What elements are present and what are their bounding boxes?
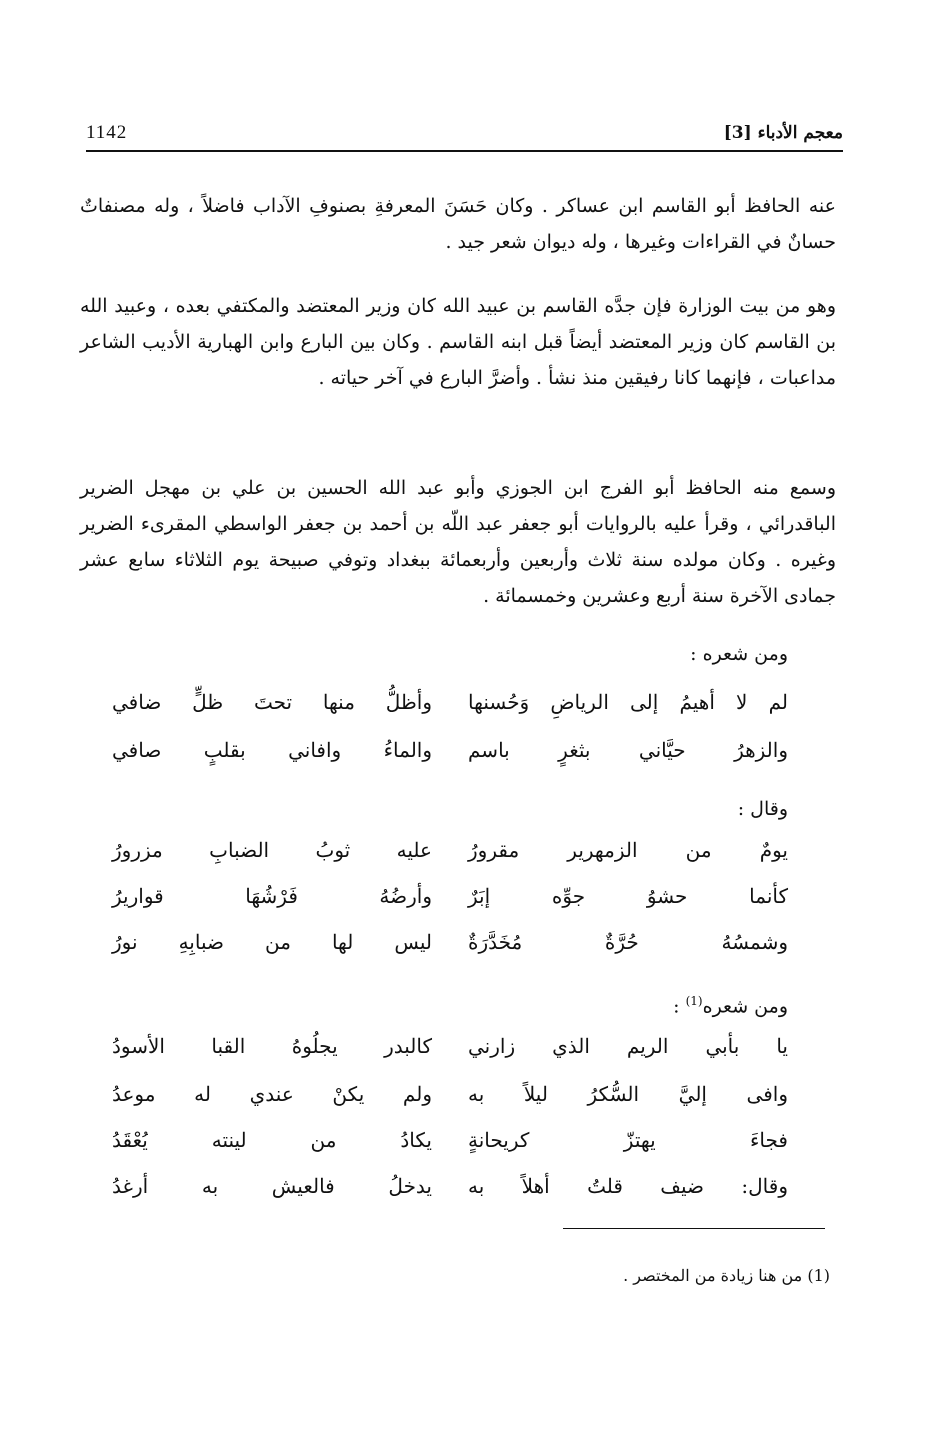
poem-3-verse-1 xyxy=(112,1024,788,1068)
hemistich-first: وافى إليَّ السُّكرُ ليلاً به xyxy=(468,1082,788,1106)
hemistich-first: فجاءَ يهتزّ كريحانةٍ xyxy=(468,1128,788,1152)
hemistich-first: وقال: ضيف قلتُ أهلاً به xyxy=(468,1174,788,1198)
hemistich-second: ولم يكنْ عندي له موعدُ xyxy=(112,1082,432,1106)
hemistich-second: والماءُ وافاني بقلبٍ صافي xyxy=(112,738,432,762)
hemistich-second: ليس لها من ضبابِهِ نورُ xyxy=(112,930,432,954)
poem-1-verse-2 xyxy=(112,728,788,772)
hemistich-first: والزهرُ حيَّاني بثغرٍ باسم xyxy=(468,738,788,762)
hemistich-first: لم لا أهيمُ إلى الرياضِ وَحُسنها xyxy=(468,690,788,714)
poem-2-verse-1 xyxy=(112,828,788,872)
poem-1-label: ومن شعره : xyxy=(690,643,788,665)
paragraph-3: وسمع منه الحافظ أبو الفرج ابن الجوزي وأبو عبد الله الحسين بن علي بن مهجل الضرير الباقدرائي ، وقرأ عليه بالروايات أبو جعفر عبد اللّه بن أحمد بن جعفر الواسطي المقرىء الضرير وغيره . وكان مولده سنة ثلاث وأربعين وأربعمائة ببغداد وتوفي صبيحة يوم الثلاثاء سابع عشر جمادى الآخرة سنة أربع وعشرين وخمسمائة . xyxy=(80,477,836,607)
hemistich-second: وأرضُهُ فَرْشُهَا قواريرُ xyxy=(112,884,432,908)
poem-3-verse-2 xyxy=(112,1072,788,1116)
poem-3-verse-3 xyxy=(112,1118,788,1162)
footnote-divider xyxy=(563,1228,825,1229)
poem-2-verse-2 xyxy=(112,874,788,918)
paragraph-1: عنه الحافظ أبو القاسم ابن عساكر . وكان حَسَنَ المعرفةِ بصنوفِ الآداب فاضلاً ، وله مصنفاتٌ حسانٌ في القراءات وغيرها ، وله ديوان شعر جيد . xyxy=(80,195,836,253)
hemistich-second: وأظلُّ منها تحتَ ظلٍّ ضافي xyxy=(112,690,432,714)
poem-1-verse-1 xyxy=(112,680,788,724)
book-title: معجم الأدباء [3] xyxy=(723,123,843,143)
poem-3-label-text: ومن شعره xyxy=(702,995,788,1018)
poem-3-verse-4 xyxy=(112,1164,788,1208)
paragraph-2: وهو من بيت الوزارة فإن جدَّه القاسم بن عبيد الله كان وزير المعتضد والمكتفي بعده ، وعبيد الله بن القاسم كان وزير المعتضد أيضاً قبل ابنه القاسم . وكان بين البارع وابن الهبارية الأديب الشاعر مداعبات ، فإنهما كانا رفيقين منذ نشأ . وأضرَّ البارع في آخر حياته . xyxy=(80,295,836,389)
poem-3-label-tail: : xyxy=(673,995,686,1018)
hemistich-second: يدخلُ فالعيش به أرغدُ xyxy=(112,1174,432,1198)
poem-2-label: وقال : xyxy=(737,798,788,820)
footnote-mark: (1) xyxy=(685,994,703,1008)
poem-3-label xyxy=(673,986,788,1021)
hemistich-first: يومٌ من الزمهرير مقرورُ xyxy=(468,838,788,862)
hemistich-second: عليه ثوبُ الضبابِ مزرورُ xyxy=(112,838,432,862)
poem-2-verse-3 xyxy=(112,920,788,964)
page-number: 1142 xyxy=(86,122,128,143)
hemistich-first: يا بأبي الريم الذي زارني xyxy=(468,1034,788,1058)
hemistich-first: وشمسُهُ حُرَّةٌ مُخَدَّرَةٌ xyxy=(468,930,788,954)
hemistich-second: كالبدر يجلُوهُ القبا الأسودُ xyxy=(112,1034,432,1058)
hemistich-second: يكادُ من لينته يُعْقَدُ xyxy=(112,1128,432,1152)
footnote: (1) من هنا زيادة من المختصر . xyxy=(623,1266,830,1285)
hemistich-first: كأنما حشوُ جوِّه إبَرٌ xyxy=(468,884,788,908)
page-header xyxy=(86,116,843,152)
